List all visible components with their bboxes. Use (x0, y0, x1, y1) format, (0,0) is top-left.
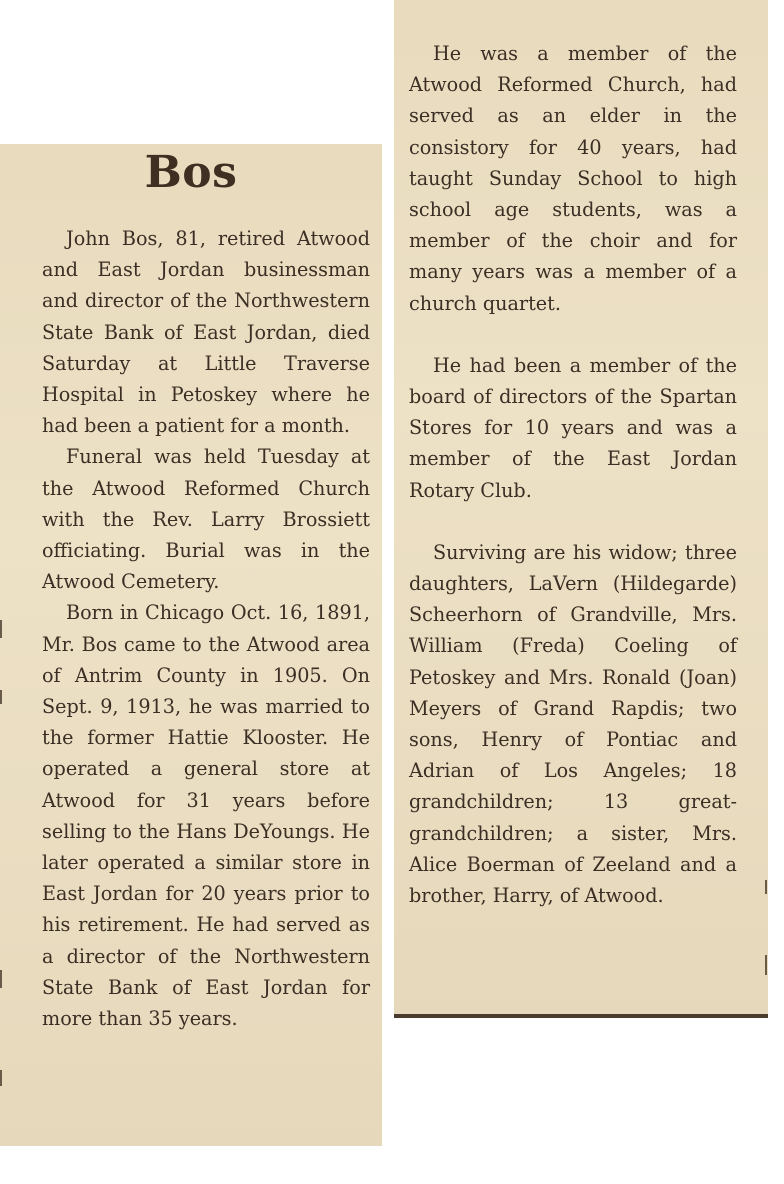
scan-edge-mark (765, 880, 767, 894)
paragraph-death-notice: John Bos, 81, retired Atwood and East Jordan businessman and director of the Northwestern State Bank of East Jordan, died Saturday at Little Traverse Hospital in Petoskey where he had been a patient for a month. (42, 227, 370, 438)
paragraph-survivors: Surviving are his widow; three daughters, LaVern (Hildegarde) Scheerhorn of Grandville, Mrs. William (Freda) Coeling of Petoskey and Mrs. Ronald (Joan) Meyers of Grand Rapdis; two sons, Henry of Pontiac and Adrian of Los Angeles; 18 grandchildren; 13 great-grandchildren; a sister, Mrs. Alice Boerman of Zeeland and a brother, Harry, of Atwood. (409, 540, 737, 908)
paragraph-church-membership: He was a member of the Atwood Reformed Church, had served as an elder in the consistory for 40 years, had taught Sunday School to high school age students, was a member of the choir and for many years was a member of a church quartet. (409, 42, 737, 315)
obituary-headline: Bos (144, 147, 238, 198)
left-column-text (42, 223, 370, 1034)
scan-edge-mark (0, 620, 2, 638)
right-column-text (409, 38, 737, 911)
clipping-left-column (0, 144, 382, 1146)
scan-edge-mark (765, 955, 767, 975)
scan-edge-mark (0, 1070, 2, 1086)
scan-edge-mark (0, 970, 2, 988)
paragraph-board-membership: He had been a member of the board of directors of the Spartan Stores for 10 years and was a member of the East Jordan Rotary Club. (409, 353, 737, 502)
clipping-right-column (394, 0, 768, 1018)
scan-edge-mark (0, 690, 2, 704)
paragraph-biography: Born in Chicago Oct. 16, 1891, Mr. Bos came to the Atwood area of Antrim County in 1905. On Sept. 9, 1913, he was married to the former Hattie Klooster. He operated a general store at Atwood for 31 years before selling to the Hans DeYoungs. He later operated a similar store in East Jordan for 20 years prior to his retirement. He had served as a director of the Northwestern State Bank of East Jordan for more than 35 years. (42, 601, 370, 1031)
paragraph-funeral: Funeral was held Tuesday at the Atwood Reformed Church with the Rev. Larry Brossiett officiating. Burial was in the Atwood Cemetery. (42, 445, 370, 594)
